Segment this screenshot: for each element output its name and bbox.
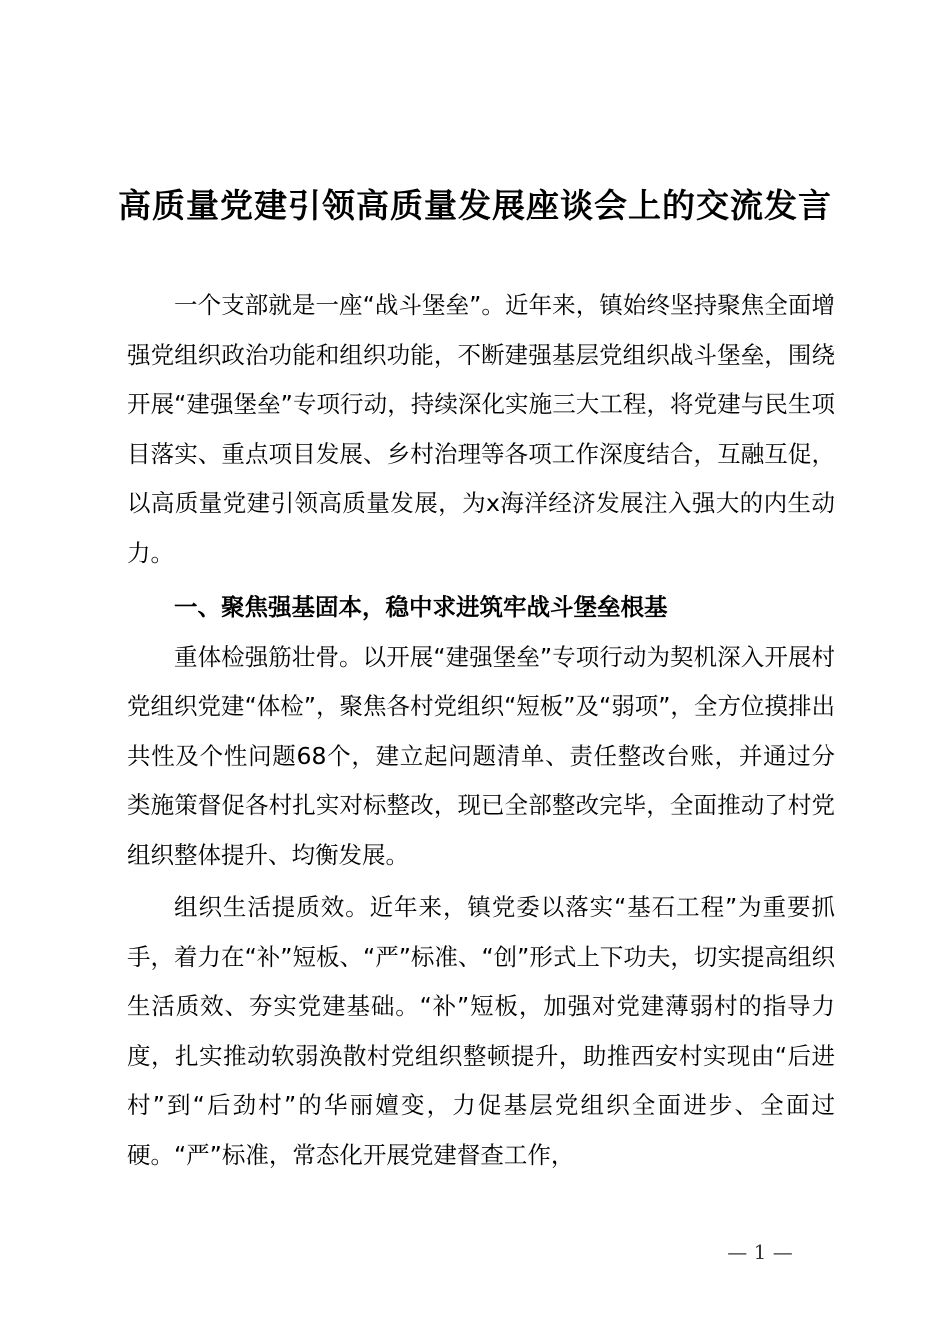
- document-title: 高质量党建引领高质量发展座谈会上的交流发言: [118, 186, 832, 225]
- body-paragraph: 重体检强筋壮骨。以开展“建强堡垒”专项行动为契机深入开展村党组织党建“体检”，聚焦各村党组织“短板”及“弱项”，全方位摸排出共性及个性问题68个，建立起问题清单、责任整改台账，并通过分类施策督促各村扎实对标整改，现已全部整改完毕，全面推动了村党组织整体提升、均衡发展。: [127, 642, 835, 869]
- section-heading: 一、聚焦强基固本，稳中求进筑牢战斗堡垒根基: [174, 593, 668, 621]
- body-paragraph: 组织生活提质效。近年来，镇党委以落实“基石工程”为重要抓手，着力在“补”短板、“严”标准、“创”形式上下功夫，切实提高组织生活质效、夯实党建基础。“补”短板，加强对党建薄弱村的指导力度，扎实推动软弱涣散村党组织整顿提升，助推西安村实现由“后进村”到“后劲村”的华丽嬗变，力促基层党组织全面进步、全面过硬。“严”标准，常态化开展党建督查工作，: [127, 893, 835, 1169]
- page-number: — 1 —: [727, 1240, 793, 1264]
- document-body: [127, 281, 835, 1180]
- intro-paragraph: 一个支部就是一座“战斗堡垒”。近年来，镇始终坚持聚焦全面增强党组织政治功能和组织功能，不断建强基层党组织战斗堡垒，围绕开展“建强堡垒”专项行动，持续深化实施三大工程，将党建与民生项目落实、重点项目发展、乡村治理等各项工作深度结合，互融互促，以高质量党建引领高质量发展，为x海洋经济发展注入强大的内生动力。: [127, 291, 835, 567]
